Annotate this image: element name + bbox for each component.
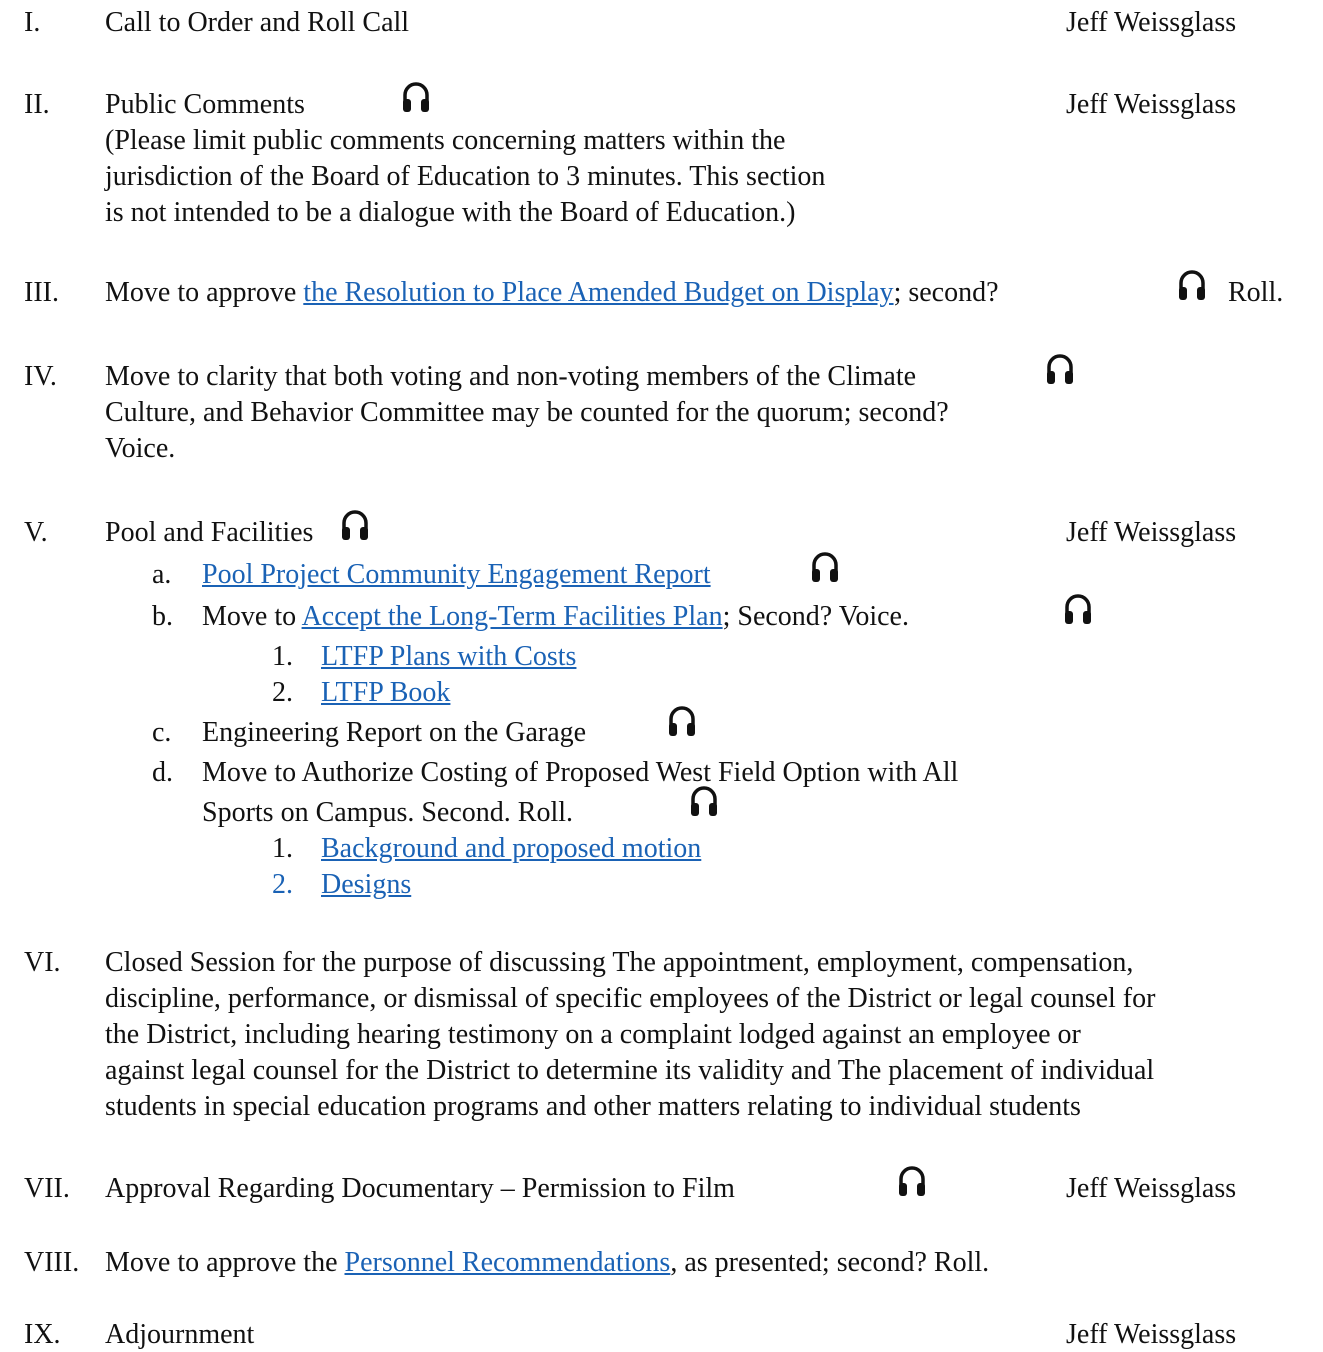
motion-text: Move to bbox=[202, 601, 302, 632]
ltfp-costs-link[interactable]: LTFP Plans with Costs bbox=[321, 641, 577, 672]
item-title: Pool and Facilities bbox=[105, 517, 314, 548]
motion-line bbox=[202, 600, 909, 634]
motion-text: , as presented; second? Roll. bbox=[670, 1247, 990, 1278]
closed-session-line: discipline, performance, or dismissal of specific employees of the District or legal counsel for bbox=[105, 983, 1156, 1014]
facilities-plan-link[interactable]: Accept the Long-Term Facilities Plan bbox=[301, 601, 723, 632]
sub-letter: b. bbox=[152, 601, 173, 632]
personnel-recommendations-link[interactable]: Personnel Recommendations bbox=[344, 1247, 671, 1278]
motion-line: Voice. bbox=[105, 433, 176, 464]
item-numeral: VI. bbox=[24, 947, 61, 978]
headphones-icon[interactable] bbox=[1063, 592, 1093, 626]
motion-line: Move to Authorize Costing of Proposed West Field Option with All bbox=[202, 757, 959, 788]
sub-number: 1. bbox=[272, 833, 293, 864]
speaker-name: Jeff Weissglass bbox=[1066, 1319, 1237, 1350]
pool-engagement-report-link[interactable]: Pool Project Community Engagement Report bbox=[202, 559, 711, 590]
item-numeral: I. bbox=[24, 7, 41, 38]
ltfp-book-link[interactable]: LTFP Book bbox=[321, 677, 451, 708]
designs-link[interactable]: Designs bbox=[321, 869, 412, 900]
item-numeral: VIII. bbox=[24, 1247, 80, 1278]
sub-item-text: Engineering Report on the Garage bbox=[202, 717, 587, 748]
vote-type: Roll. bbox=[1228, 277, 1284, 308]
item-numeral: V. bbox=[24, 517, 48, 548]
headphones-icon[interactable] bbox=[340, 508, 370, 542]
item-numeral: IV. bbox=[24, 361, 57, 392]
headphones-icon[interactable] bbox=[1045, 352, 1075, 386]
item-title: Approval Regarding Documentary – Permission to Film bbox=[105, 1173, 735, 1204]
item-numeral: II. bbox=[24, 89, 50, 120]
sub-letter: d. bbox=[152, 757, 173, 788]
item-title: Adjournment bbox=[105, 1319, 255, 1350]
budget-resolution-link[interactable]: the Resolution to Place Amended Budget on Display bbox=[303, 277, 894, 308]
headphones-icon[interactable] bbox=[1177, 268, 1207, 302]
sub-number: 1. bbox=[272, 641, 293, 672]
motion-text: Move to approve bbox=[105, 277, 304, 308]
headphones-icon[interactable] bbox=[810, 550, 840, 584]
sub-letter: c. bbox=[152, 717, 172, 748]
motion-text: Move to approve the bbox=[105, 1247, 345, 1278]
motion-text: ; Second? Voice. bbox=[722, 601, 909, 632]
motion-line: Culture, and Behavior Committee may be counted for the quorum; second? bbox=[105, 397, 949, 428]
headphones-icon[interactable] bbox=[401, 80, 431, 114]
speaker-name: Jeff Weissglass bbox=[1066, 517, 1237, 548]
sub-number: 2. bbox=[272, 677, 293, 708]
item-title: Public Comments bbox=[105, 89, 305, 120]
motion-text: ; second? bbox=[893, 277, 999, 308]
motion-line: Sports on Campus. Second. Roll. bbox=[202, 797, 574, 828]
sub-number: 2. bbox=[272, 869, 293, 900]
headphones-icon[interactable] bbox=[897, 1164, 927, 1198]
item-numeral: III. bbox=[24, 277, 59, 308]
headphones-icon[interactable] bbox=[689, 784, 719, 818]
item-title: Call to Order and Roll Call bbox=[105, 7, 410, 38]
note-line: jurisdiction of the Board of Education to 3 minutes. This section bbox=[105, 161, 826, 192]
closed-session-line: against legal counsel for the District to determine its validity and The placement of individual bbox=[105, 1055, 1155, 1086]
background-motion-link[interactable]: Background and proposed motion bbox=[321, 833, 702, 864]
motion-line bbox=[105, 276, 999, 310]
note-line: (Please limit public comments concerning matters within the bbox=[105, 125, 786, 156]
closed-session-line: students in special education programs and other matters relating to individual students bbox=[105, 1091, 1081, 1122]
item-numeral: IX. bbox=[24, 1319, 61, 1350]
speaker-name: Jeff Weissglass bbox=[1066, 1173, 1237, 1204]
item-numeral: VII. bbox=[24, 1173, 70, 1204]
speaker-name: Jeff Weissglass bbox=[1066, 89, 1237, 120]
headphones-icon[interactable] bbox=[667, 704, 697, 738]
motion-line: Move to clarity that both voting and non-voting members of the Climate bbox=[105, 361, 917, 392]
closed-session-line: Closed Session for the purpose of discussing The appointment, employment, compensation, bbox=[105, 947, 1134, 978]
note-line: is not intended to be a dialogue with the Board of Education.) bbox=[105, 197, 796, 228]
closed-session-line: the District, including hearing testimony on a complaint lodged against an employee or bbox=[105, 1019, 1081, 1050]
speaker-name: Jeff Weissglass bbox=[1066, 7, 1237, 38]
sub-letter: a. bbox=[152, 559, 172, 590]
motion-line bbox=[105, 1246, 989, 1280]
